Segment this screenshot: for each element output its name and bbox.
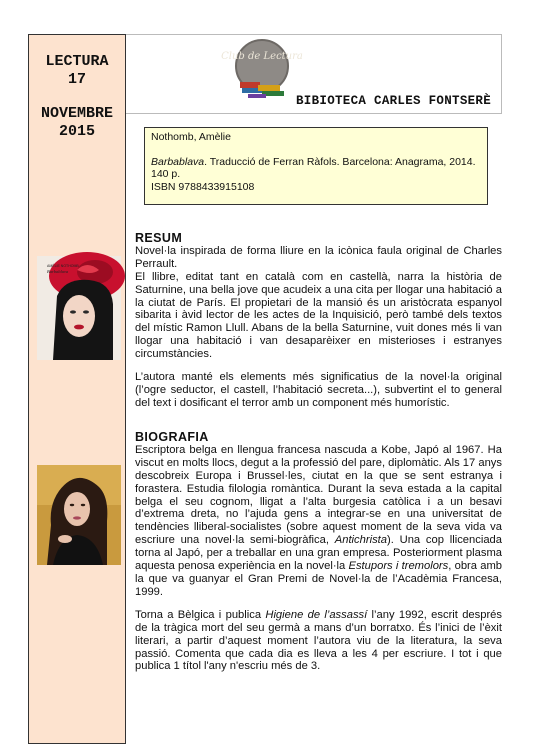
resum-section bbox=[135, 232, 502, 410]
book-isbn: ISBN 9788433915108 bbox=[151, 180, 255, 193]
book-pages: 140 p. bbox=[151, 168, 181, 180]
sidebar-lectura: LECTURA bbox=[45, 53, 109, 70]
biografia-section bbox=[135, 431, 502, 673]
book-author: Nothomb, Amèlie bbox=[151, 131, 231, 143]
resum-paragraph-3: L’autora manté els elements més significatius de la novel·la original (l’ogre seductor, el castell, l’habitació secreta...), subvertint el to general del text i dosificant el terror amb un component més humorístic. bbox=[135, 371, 502, 409]
book-title-line bbox=[151, 156, 481, 169]
book-reference-box bbox=[144, 127, 488, 205]
bio-p2-text-a: Torna a Bèlgica i publica bbox=[135, 608, 266, 621]
library-name: BIBIOTECA CARLES FONTSERÈ bbox=[296, 94, 492, 108]
biografia-paragraph-2 bbox=[135, 609, 502, 674]
author-portrait-image bbox=[37, 465, 121, 565]
sidebar-year: 2015 bbox=[58, 123, 95, 140]
club-lectura-logo bbox=[221, 38, 303, 102]
biografia-paragraph-1 bbox=[135, 444, 502, 599]
sidebar-day: 17 bbox=[67, 71, 86, 88]
bio-p1-text-c: , obra amb la que va guanyar el Gran Premi de Novel·la de l’Acadèmia Francesa, 1999. bbox=[135, 560, 502, 598]
cover-author-text: AMÈLIE NOTHOMB bbox=[47, 264, 79, 268]
book-cover-image bbox=[37, 256, 121, 360]
bio-p1-text-b: ). Una cop llicenciada torna al Japó, per a treballar en una gran empresa. Posteriorment plasma aquesta penosa experiència en la novel·la bbox=[135, 534, 503, 573]
logo-text-club: Club de Lectura bbox=[221, 51, 303, 62]
sidebar-panel bbox=[28, 34, 126, 744]
bio-book-estupors: Estupors i tremolors bbox=[348, 560, 449, 573]
book-title: Barbablava bbox=[151, 155, 205, 168]
sidebar-month: NOVEMBRE bbox=[40, 105, 113, 122]
biografia-heading: BIOGRAFIA bbox=[135, 430, 209, 444]
bio-p1-text-a: Escriptora belga en llengua francesa nascuda a Kobe, Japó al 1967. Ha viscut en molts llocs, degut a la professió del pare, diplomàtic. Als 17 anys descobreix Europa i Brussel·les, ciutat en la que se sent estranya i forastera. Estudia filologia romàntica. Durant la seva estada a la capital belga el seu cognom, lligat a l’alta burgesia catòlica i a un besavi d’extrema dreta, no l’ajuda gens a integrar-se en una universitat de tendències lliberal-socialistes (sobre aquest moment de la seva vida va escriure una novel·la semi-biogràfica, bbox=[135, 443, 502, 547]
bio-p2-text-b: l’any 1992, escrit després de la tràgica mort del seu germà a mans d’un borratxo. És l’inici de l’èxit literari, a partir d’aquest moment l’autora viu de la literatura, la seva passió. Comenta que cada dia es lleva a les 4 per escriure. I tot i que publica 1 títol l'any n'escriu més de 3. bbox=[135, 608, 502, 673]
bio-book-higiene: Higiene de l’assassí bbox=[265, 608, 368, 621]
resum-paragraph-1: Novel·la inspirada de forma lliure en la icònica faula original de Charles Perrault. bbox=[135, 244, 502, 270]
book-translation: . Traducció de Ferran Ràfols. Barcelona: Anagrama, 2014. bbox=[204, 155, 476, 168]
cover-title-text: Barbablava bbox=[47, 269, 69, 274]
bio-book-antichrista: Antichrista bbox=[334, 534, 387, 547]
resum-heading: RESUM bbox=[135, 231, 183, 245]
resum-paragraph-2: El llibre, editat tant en català com en castellà, narra la història de Saturnine, una bella jove que acudeix a una cita per llogar una habitació a la ciutat de París. El propietari de la mansió és un aristòcrata espanyol sibarita i àvid lector de les actes de la Inquisició, però també dels textos del místic Ramon Llull. Abans de la bella Saturnine, vuit dones més li van llogar una habitació i van desaparèixer en misterioses i estranyes circumstàncies. bbox=[135, 270, 502, 361]
